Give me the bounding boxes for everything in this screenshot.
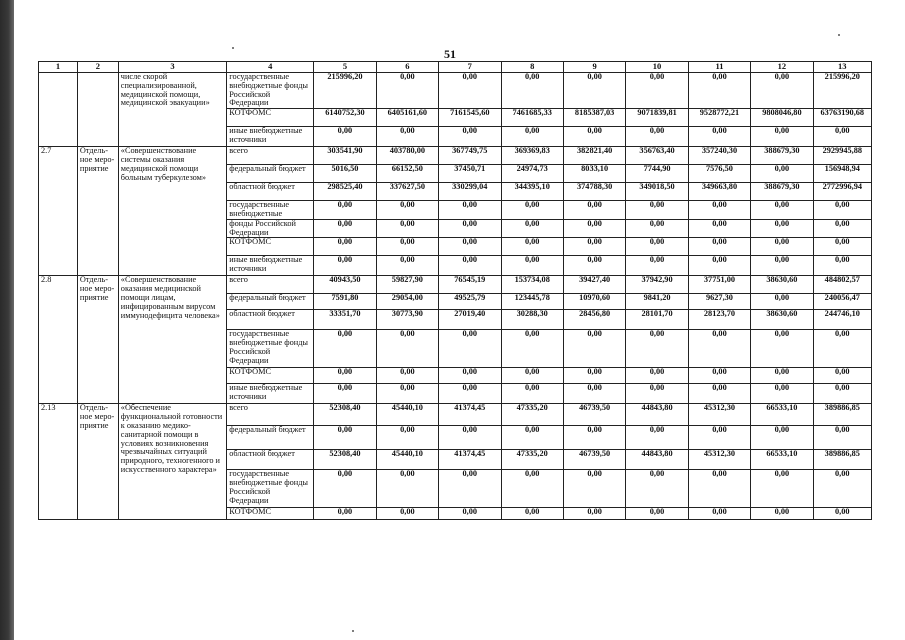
value-cell: 0,00 [439,330,501,368]
value-cell: 0,00 [563,238,625,256]
scan-edge-shadow [0,0,14,640]
value-cell: 0,00 [688,426,750,450]
value-cell: 0,00 [501,238,563,256]
funding-source: КОТФОМС [227,368,314,384]
funding-source: всего [227,404,314,426]
value-cell: 0,00 [376,384,438,404]
value-cell: 0,00 [626,238,688,256]
value-cell: 28101,70 [626,310,688,330]
table-body [39,73,872,520]
value-cell: 0,00 [751,330,813,368]
value-cell: 153734,08 [501,276,563,294]
value-cell: 0,00 [751,73,813,109]
value-cell: 0,00 [376,508,438,520]
value-cell: 0,00 [688,238,750,256]
value-cell: 0,00 [439,73,501,109]
value-cell: 0,00 [314,127,376,147]
value-cell: 0,00 [501,508,563,520]
value-cell: 7161545,60 [439,109,501,127]
value-cell: 28456,80 [563,310,625,330]
value-cell: 349018,50 [626,183,688,201]
value-cell: 0,00 [376,73,438,109]
funding-source: всего [227,276,314,294]
value-cell: 0,00 [751,256,813,276]
value-cell: 357240,30 [688,147,750,165]
value-cell: 0,00 [501,73,563,109]
value-cell: 0,00 [813,127,871,147]
item-number: 2.8 [39,276,78,404]
value-cell: 37942,90 [626,276,688,294]
value-cell: 0,00 [376,201,438,220]
value-cell: 123445,78 [501,294,563,310]
value-cell: 37751,00 [688,276,750,294]
value-cell: 0,00 [813,238,871,256]
value-cell: 0,00 [626,384,688,404]
table-row [39,404,872,426]
funding-source: государственные внебюджетные фонды Российской Федерации [227,73,314,109]
value-cell: 0,00 [751,219,813,238]
page-number: 51 [444,47,456,61]
value-cell: 0,00 [751,294,813,310]
value-cell: 0,00 [501,330,563,368]
funding-source: федеральный бюджет [227,165,314,183]
value-cell: 388679,30 [751,183,813,201]
header-cell: 12 [751,62,813,73]
value-cell: 356763,40 [626,147,688,165]
value-cell: 0,00 [314,368,376,384]
value-cell: 0,00 [751,384,813,404]
value-cell: 66533,10 [751,450,813,470]
value-cell: 0,00 [563,73,625,109]
value-cell: 0,00 [751,165,813,183]
value-cell: 66152,50 [376,165,438,183]
value-cell: 0,00 [376,238,438,256]
value-cell: 30773,90 [376,310,438,330]
table-row [39,276,872,294]
header-cell: 9 [563,62,625,73]
header-cell: 1 [39,62,78,73]
value-cell: 0,00 [688,368,750,384]
value-cell: 0,00 [501,368,563,384]
value-cell: 0,00 [751,470,813,508]
header-cell: 5 [314,62,376,73]
value-cell: 0,00 [314,238,376,256]
value-cell: 52308,40 [314,450,376,470]
value-cell: 0,00 [626,127,688,147]
value-cell: 2929945,88 [813,147,871,165]
item-number-cell [39,73,78,147]
value-cell: 0,00 [688,256,750,276]
value-cell: 41374,45 [439,450,501,470]
value-cell: 0,00 [501,201,563,220]
value-cell: 45440,10 [376,404,438,426]
value-cell: 44843,80 [626,404,688,426]
item-type: Отдель-ное меро-приятие [77,404,118,520]
value-cell: 0,00 [376,219,438,238]
funding-source: федеральный бюджет [227,426,314,450]
scan-speck [352,630,354,632]
item-type-cell [77,73,118,147]
value-cell: 0,00 [563,127,625,147]
value-cell: 63763190,68 [813,109,871,127]
value-cell: 46739,50 [563,450,625,470]
value-cell: 215996,20 [813,73,871,109]
value-cell: 298525,40 [314,183,376,201]
header-cell: 6 [376,62,438,73]
value-cell: 0,00 [314,256,376,276]
value-cell: 30288,30 [501,310,563,330]
value-cell: 0,00 [314,470,376,508]
value-cell: 0,00 [688,73,750,109]
value-cell: 39427,40 [563,276,625,294]
value-cell: 0,00 [439,238,501,256]
value-cell: 59827,90 [376,276,438,294]
value-cell: 45312,30 [688,404,750,426]
value-cell: 40943,50 [314,276,376,294]
value-cell: 2772996,94 [813,183,871,201]
value-cell: 0,00 [439,368,501,384]
value-cell: 0,00 [626,508,688,520]
value-cell: 0,00 [688,470,750,508]
value-cell: 0,00 [688,127,750,147]
value-cell: 0,00 [813,508,871,520]
value-cell: 0,00 [563,508,625,520]
value-cell: 0,00 [501,256,563,276]
value-cell: 6405161,60 [376,109,438,127]
activity-name: «Совершенствование оказания медицинской помощи лицам, инфицированным вирусом иммунодефицита человека» [118,276,226,404]
value-cell: 0,00 [439,256,501,276]
value-cell: 38630,60 [751,310,813,330]
value-cell: 7461685,33 [501,109,563,127]
header-cell: 13 [813,62,871,73]
value-cell: 382821,40 [563,147,625,165]
funding-source: государственные внебюджетные [227,201,314,220]
value-cell: 29054,00 [376,294,438,310]
value-cell: 9071839,81 [626,109,688,127]
value-cell: 37450,71 [439,165,501,183]
value-cell: 0,00 [688,201,750,220]
value-cell: 38630,60 [751,276,813,294]
funding-source: государственные внебюджетные фонды Российской Федерации [227,330,314,368]
value-cell: 0,00 [376,426,438,450]
value-cell: 0,00 [626,73,688,109]
value-cell: 46739,50 [563,404,625,426]
value-cell: 0,00 [626,330,688,368]
funding-source: всего [227,147,314,165]
value-cell: 10970,60 [563,294,625,310]
value-cell: 0,00 [314,426,376,450]
value-cell: 0,00 [813,470,871,508]
header-row [39,62,872,73]
value-cell: 0,00 [626,470,688,508]
value-cell: 0,00 [314,330,376,368]
value-cell: 8033,10 [563,165,625,183]
value-cell: 0,00 [751,368,813,384]
value-cell: 0,00 [501,219,563,238]
value-cell: 215996,20 [314,73,376,109]
header-cell: 11 [688,62,750,73]
value-cell: 337627,50 [376,183,438,201]
value-cell: 0,00 [501,426,563,450]
value-cell: 0,00 [688,384,750,404]
header-cell: 2 [77,62,118,73]
table-row [39,73,872,109]
scan-speck [232,47,234,49]
header-cell: 7 [439,62,501,73]
value-cell: 0,00 [751,238,813,256]
value-cell: 9627,30 [688,294,750,310]
value-cell: 44843,80 [626,450,688,470]
funding-source: иные внебюджетные источники [227,256,314,276]
value-cell: 0,00 [688,508,750,520]
value-cell: 33351,70 [314,310,376,330]
value-cell: 0,00 [813,368,871,384]
funding-source: КОТФОМС [227,238,314,256]
value-cell: 0,00 [563,426,625,450]
value-cell: 0,00 [626,256,688,276]
funding-source: КОТФОМС [227,508,314,520]
activity-name: «Совершенствование системы оказания медицинской помощи больным туберкулезом» [118,147,226,276]
value-cell: 0,00 [626,201,688,220]
funding-source: областной бюджет [227,450,314,470]
value-cell: 47335,20 [501,404,563,426]
value-cell: 0,00 [563,219,625,238]
funding-source: областной бюджет [227,310,314,330]
value-cell: 0,00 [751,508,813,520]
value-cell: 28123,70 [688,310,750,330]
value-cell: 76545,19 [439,276,501,294]
value-cell: 484802,57 [813,276,871,294]
item-number: 2.7 [39,147,78,276]
item-type: Отдель-ное меро-приятие [77,276,118,404]
value-cell: 0,00 [376,368,438,384]
value-cell: 0,00 [439,426,501,450]
value-cell: 0,00 [813,219,871,238]
value-cell: 0,00 [626,219,688,238]
value-cell: 9528772,21 [688,109,750,127]
value-cell: 0,00 [314,508,376,520]
value-cell: 0,00 [376,470,438,508]
value-cell: 5016,50 [314,165,376,183]
funding-source: иные внебюджетные источники [227,384,314,404]
value-cell: 0,00 [376,256,438,276]
value-cell: 0,00 [439,127,501,147]
value-cell: 349663,80 [688,183,750,201]
funding-source: областной бюджет [227,183,314,201]
value-cell: 0,00 [813,384,871,404]
value-cell: 0,00 [439,470,501,508]
value-cell: 244746,10 [813,310,871,330]
item-number: 2.13 [39,404,78,520]
value-cell: 0,00 [751,426,813,450]
value-cell: 0,00 [813,256,871,276]
value-cell: 0,00 [501,384,563,404]
header-cell: 8 [501,62,563,73]
header-cell: 4 [227,62,314,73]
value-cell: 403780,00 [376,147,438,165]
value-cell: 47335,20 [501,450,563,470]
value-cell: 52308,40 [314,404,376,426]
value-cell: 24974,73 [501,165,563,183]
value-cell: 367749,75 [439,147,501,165]
value-cell: 344395,10 [501,183,563,201]
value-cell: 0,00 [439,384,501,404]
value-cell: 0,00 [376,330,438,368]
value-cell: 9841,20 [626,294,688,310]
funding-source: КОТФОМС [227,109,314,127]
value-cell: 7591,80 [314,294,376,310]
value-cell: 369369,83 [501,147,563,165]
value-cell: 7744,90 [626,165,688,183]
value-cell: 0,00 [563,470,625,508]
value-cell: 0,00 [813,201,871,220]
funding-source: государственные внебюджетные фонды Российской Федерации [227,470,314,508]
value-cell: 0,00 [751,201,813,220]
budget-table [38,61,872,520]
value-cell: 41374,45 [439,404,501,426]
value-cell: 49525,79 [439,294,501,310]
activity-name: числе скорой специализированной, медицинской помощи, медицинской эвакуации» [118,73,226,147]
value-cell: 0,00 [314,201,376,220]
activity-name: «Обеспечение функциональной готовности к оказанию медико-санитарной помощи в условиях возникновения чрезвычайных ситуаций природного, техногенного и искусственного характера» [118,404,226,520]
value-cell: 66533,10 [751,404,813,426]
value-cell: 330299,04 [439,183,501,201]
funding-source: федеральный бюджет [227,294,314,310]
value-cell: 389886,85 [813,404,871,426]
value-cell: 240056,47 [813,294,871,310]
value-cell: 45312,30 [688,450,750,470]
header-cell: 10 [626,62,688,73]
value-cell: 0,00 [813,426,871,450]
value-cell: 0,00 [563,384,625,404]
value-cell: 156948,94 [813,165,871,183]
value-cell: 0,00 [501,127,563,147]
value-cell: 0,00 [751,127,813,147]
scan-speck [838,34,840,36]
value-cell: 0,00 [626,368,688,384]
item-type: Отдель-ное меро-приятие [77,147,118,276]
header-cell: 3 [118,62,226,73]
value-cell: 0,00 [563,201,625,220]
value-cell: 0,00 [563,256,625,276]
value-cell: 7576,50 [688,165,750,183]
value-cell: 389886,85 [813,450,871,470]
value-cell: 27019,40 [439,310,501,330]
value-cell: 303541,90 [314,147,376,165]
value-cell: 0,00 [376,127,438,147]
value-cell: 0,00 [688,330,750,368]
value-cell: 45440,10 [376,450,438,470]
value-cell: 0,00 [439,201,501,220]
value-cell: 0,00 [439,508,501,520]
value-cell: 0,00 [626,426,688,450]
value-cell: 0,00 [813,330,871,368]
value-cell: 374788,30 [563,183,625,201]
value-cell: 0,00 [563,368,625,384]
value-cell: 0,00 [314,384,376,404]
value-cell: 8185387,03 [563,109,625,127]
funding-source: фонды Российской Федерации [227,219,314,238]
value-cell: 0,00 [688,219,750,238]
value-cell: 0,00 [563,330,625,368]
value-cell: 0,00 [314,219,376,238]
funding-source: иные внебюджетные источники [227,127,314,147]
value-cell: 388679,30 [751,147,813,165]
value-cell: 0,00 [439,219,501,238]
value-cell: 0,00 [501,470,563,508]
table-row [39,147,872,165]
value-cell: 9808046,80 [751,109,813,127]
value-cell: 6140752,30 [314,109,376,127]
